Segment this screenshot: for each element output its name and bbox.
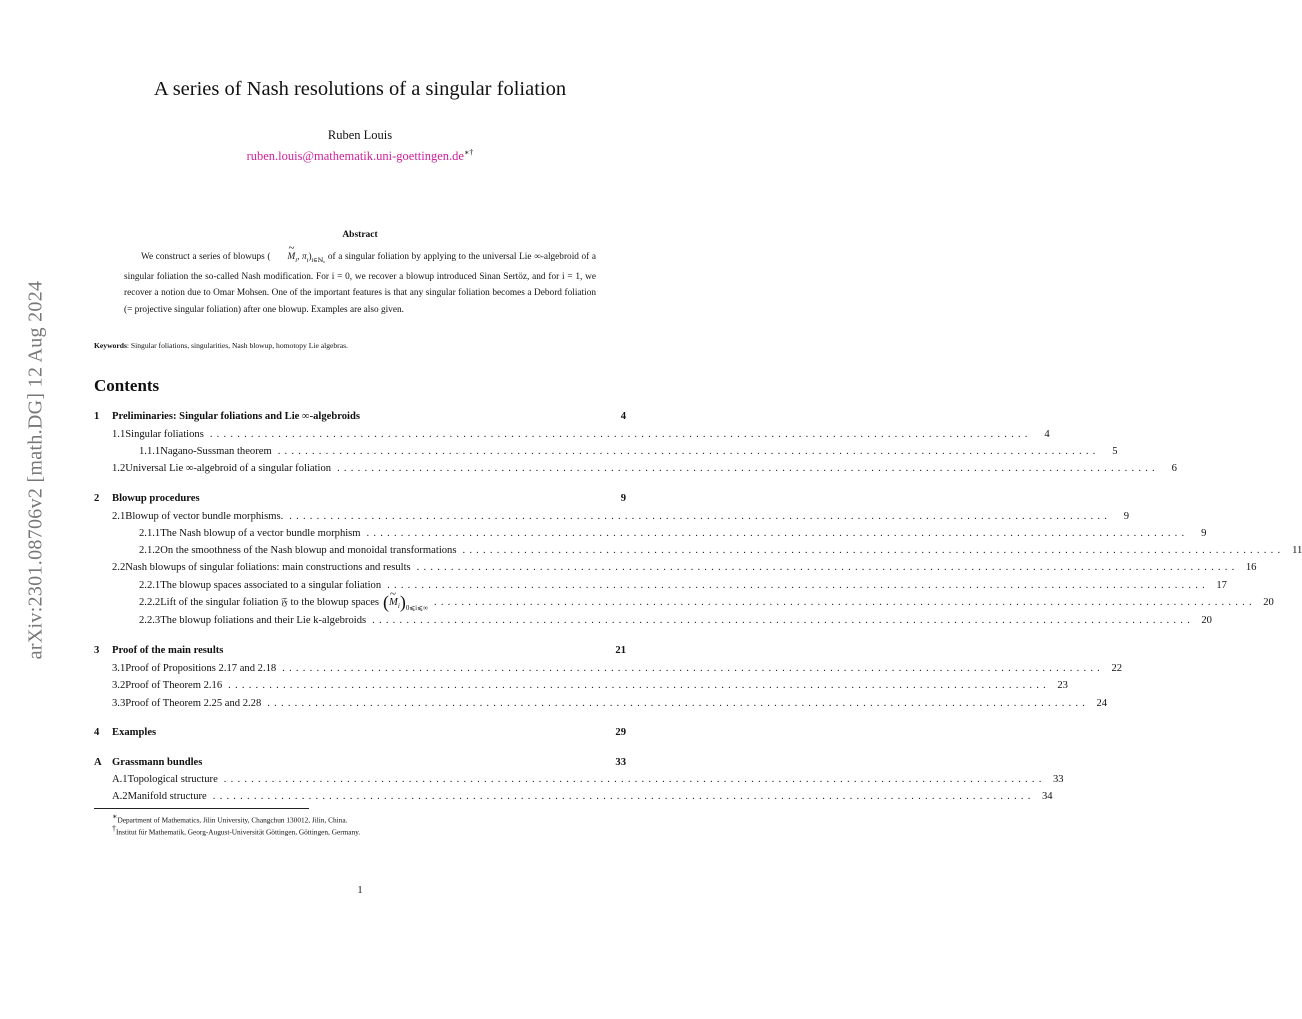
toc-leader-dots: ........................................................................................................................ <box>366 528 1189 539</box>
toc-entry[interactable] <box>94 663 1123 677</box>
toc-entry-page: 34 <box>1041 791 1053 802</box>
toc-entry-title: Blowup of vector bundle morphisms. <box>125 511 284 522</box>
toc-entry-page: 22 <box>1111 663 1123 674</box>
toc-entry-page: 29 <box>615 727 626 738</box>
toc-entry[interactable] <box>94 511 1130 525</box>
toc-entry-title: Singular foliations <box>125 429 204 440</box>
toc-entry-page: 24 <box>1096 698 1108 709</box>
toc-entry-page: 20 <box>1201 615 1212 626</box>
toc-entry-title: Preliminaries: Singular foliations and Lie ∞-algebroids <box>112 411 360 422</box>
toc-entry-number: 2.1.1 <box>139 528 161 539</box>
toc-entry-number: 1 <box>94 411 100 422</box>
affiliation-marks: ∗† <box>463 148 474 157</box>
math-m-tilde: ~ M <box>389 597 398 608</box>
toc-entry-page: 33 <box>615 757 626 768</box>
toc-entry[interactable] <box>94 545 1302 559</box>
footnote-text: Institut für Mathematik, Georg-August-Universität Göttingen, Göttingen, Germany. <box>116 827 361 837</box>
toc-entry-number: 3 <box>94 645 100 656</box>
toc-entry[interactable] <box>94 493 626 507</box>
toc-leader-dots: ........................................................................................................................ <box>212 791 1035 802</box>
keywords-line <box>94 341 634 350</box>
toc-entry[interactable] <box>94 592 1274 612</box>
toc-entry-title: Universal Lie ∞-algebroid of a singular foliation <box>125 463 332 474</box>
math-close-paren: ) <box>308 252 312 262</box>
toc-entry-title: The Nash blowup of a vector bundle morphism <box>160 528 361 539</box>
toc-entry-title: Grassmann bundles <box>112 757 203 768</box>
math-index-range: 0⩽i⩽∞ <box>405 604 428 612</box>
toc-entry[interactable] <box>94 727 626 741</box>
footnote-text: Department of Mathematics, Jilin University, Changchun 130012, Jilin, China. <box>117 815 348 825</box>
toc-entry-page: 23 <box>1057 680 1068 691</box>
math-sub-i: i <box>397 602 400 611</box>
keywords-text: : Singular foliations, singularities, Nash blowup, homotopy Lie algebras. <box>126 341 348 350</box>
toc-entry-page: 11 <box>1292 545 1302 556</box>
toc-entry[interactable] <box>94 580 1227 594</box>
math-index-set: i∈ℕ₀ <box>311 257 326 264</box>
toc-leader-dots: ........................................................................................................................ <box>433 597 1256 608</box>
toc-entry-page: 20 <box>1263 597 1274 608</box>
toc-entry-title: The blowup spaces associated to a singular foliation <box>160 580 382 591</box>
toc-leader-dots: ........................................................................................................................ <box>277 446 1100 457</box>
toc-entry-number: 2.2.1 <box>139 580 161 591</box>
toc-entry-number: 4 <box>94 727 100 738</box>
toc-entry-title: Examples <box>112 727 157 738</box>
toc-entry-page: 6 <box>1171 463 1177 474</box>
toc-leader-dots: ........................................................................................................................ <box>462 545 1285 556</box>
toc-leader-dots: ........................................................................................................................ <box>267 698 1090 709</box>
page-number: 1 <box>357 885 363 896</box>
toc-entry-math <box>383 592 428 612</box>
toc-entry-title: Lift of the singular foliation 𝔉 to the blowup spaces <box>160 597 380 608</box>
toc-leader-dots: ........................................................................................................................ <box>282 663 1105 674</box>
author-name: Ruben Louis <box>327 128 393 142</box>
math-left-paren: ( <box>383 592 390 612</box>
toc-leader-dots: ........................................................................................................................ <box>289 511 1112 522</box>
abstract-text-rest: of a singular foliation by applying to the universal Lie ∞-algebroid of a singular foliation the so-called Nash modification. For i = 0, we recover a blowup introduced Sinan Sertöz, and for i = 1, we recover a notion due to Omar Mohsen. One of the important features is that any singular foliation becomes a Debord foliation (= projective singular foliation) after one blowup. Examples are also given. <box>124 252 596 315</box>
abstract-heading: Abstract <box>342 230 378 240</box>
toc-entry-title: Manifold structure <box>127 791 207 802</box>
math-pi: , π <box>297 252 307 262</box>
toc-entry[interactable] <box>94 528 1207 542</box>
toc-entry-number: 2.2.3 <box>139 615 161 626</box>
toc-entry-title: Proof of Propositions 2.17 and 2.18 <box>125 663 277 674</box>
toc-leader-dots: ........................................................................................................................ <box>223 774 1046 785</box>
toc-entry-page: 9 <box>1201 528 1207 539</box>
keywords-label: Keywords <box>94 341 127 350</box>
toc-leader-dots: ........................................................................................................................ <box>228 680 1050 691</box>
toc-entry-title: Proof of Theorem 2.16 <box>125 680 223 691</box>
footnote-mark: ∗ <box>112 812 118 821</box>
footnote-affiliation-1 <box>112 812 347 824</box>
math-pi-sub-i: i <box>306 256 309 264</box>
toc-entry[interactable] <box>94 411 626 425</box>
toc-entry-number: 2.2.2 <box>139 597 161 608</box>
math-sub-i: i <box>295 256 298 264</box>
toc-entry-page: 4 <box>620 411 626 422</box>
toc-entry-number: A.1 <box>112 774 128 785</box>
toc-entry[interactable] <box>94 698 1108 712</box>
toc-leader-dots: ........................................................................................................................ <box>416 562 1239 573</box>
abstract-text-start: We construct a series of blowups ( <box>141 252 271 262</box>
toc-entry[interactable] <box>94 680 1068 694</box>
math-right-paren: ) <box>399 592 406 612</box>
toc-entry-page: 9 <box>620 493 626 504</box>
toc-entry-page: 17 <box>1216 580 1227 591</box>
toc-entry-title: Blowup procedures <box>112 493 200 504</box>
toc-entry-number: 2.1.2 <box>139 545 161 556</box>
toc-entry-title: The blowup foliations and their Lie k-algebroids <box>160 615 367 626</box>
toc-entry[interactable] <box>94 774 1064 788</box>
contents-heading: Contents <box>94 376 160 395</box>
toc-entry[interactable] <box>94 791 1053 805</box>
toc-entry-number: A <box>94 757 102 768</box>
toc-entry-title: Proof of the main results <box>112 645 224 656</box>
toc-entry-page: 5 <box>1112 446 1118 457</box>
abstract-body <box>124 249 596 318</box>
toc-entry-number: 2.1 <box>112 511 126 522</box>
toc-entry-title: Proof of Theorem 2.25 and 2.28 <box>125 698 262 709</box>
toc-entry-page: 16 <box>1245 562 1257 573</box>
toc-entry-number: 2.2 <box>112 562 126 573</box>
toc-entry-title: Nagano-Sussman theorem <box>160 446 272 457</box>
toc-entry[interactable] <box>94 446 1118 460</box>
toc-entry-number: 2 <box>94 493 100 504</box>
toc-entry-page: 9 <box>1123 511 1130 522</box>
toc-entry-page: 21 <box>615 645 626 656</box>
toc-entry-number: 1.1 <box>112 429 126 440</box>
toc-entry[interactable] <box>94 429 1050 443</box>
footnote-rule <box>94 808 309 809</box>
arxiv-stamp: arXiv:2301.08706v2 [math.DG] 12 Aug 2024 <box>24 280 47 660</box>
math-m-tilde: ~ M <box>271 249 296 265</box>
toc-leader-dots: ........................................................................................................................ <box>209 429 1032 440</box>
toc-entry-title: On the smoothness of the Nash blowup and monoidal transformations <box>160 545 457 556</box>
toc-entry-number: 1.1.1 <box>139 446 161 457</box>
author-email-link[interactable]: ruben.louis@mathematik.uni-goettingen.de <box>246 149 464 164</box>
toc-entry-title: Topological structure <box>127 774 218 785</box>
toc-entry-page: 33 <box>1053 774 1064 785</box>
toc-entry-number: 1.2 <box>112 463 126 474</box>
toc-entry[interactable] <box>94 562 1257 576</box>
paper-title: A series of Nash resolutions of a singular foliation <box>153 78 567 100</box>
toc-entry[interactable] <box>94 463 1177 477</box>
toc-entry[interactable] <box>94 645 626 659</box>
toc-entry[interactable] <box>94 615 1212 629</box>
toc-entry-number: 3.1 <box>112 663 126 674</box>
toc-leader-dots: ........................................................................................................................ <box>372 615 1194 626</box>
toc-entry[interactable] <box>94 757 626 771</box>
toc-entry-number: 3.3 <box>112 698 126 709</box>
toc-entry-number: A.2 <box>112 791 128 802</box>
footnote-mark: † <box>112 824 116 833</box>
footnote-affiliation-2 <box>112 824 360 836</box>
toc-leader-dots: ........................................................................................................................ <box>387 580 1209 591</box>
toc-entry-page: 4 <box>1044 429 1050 440</box>
toc-entry-number: 3.2 <box>112 680 126 691</box>
toc-entry-title: Nash blowups of singular foliations: main constructions and results <box>125 562 411 573</box>
author-email-line <box>0 148 720 164</box>
toc-leader-dots: ........................................................................................................................ <box>337 463 1159 474</box>
